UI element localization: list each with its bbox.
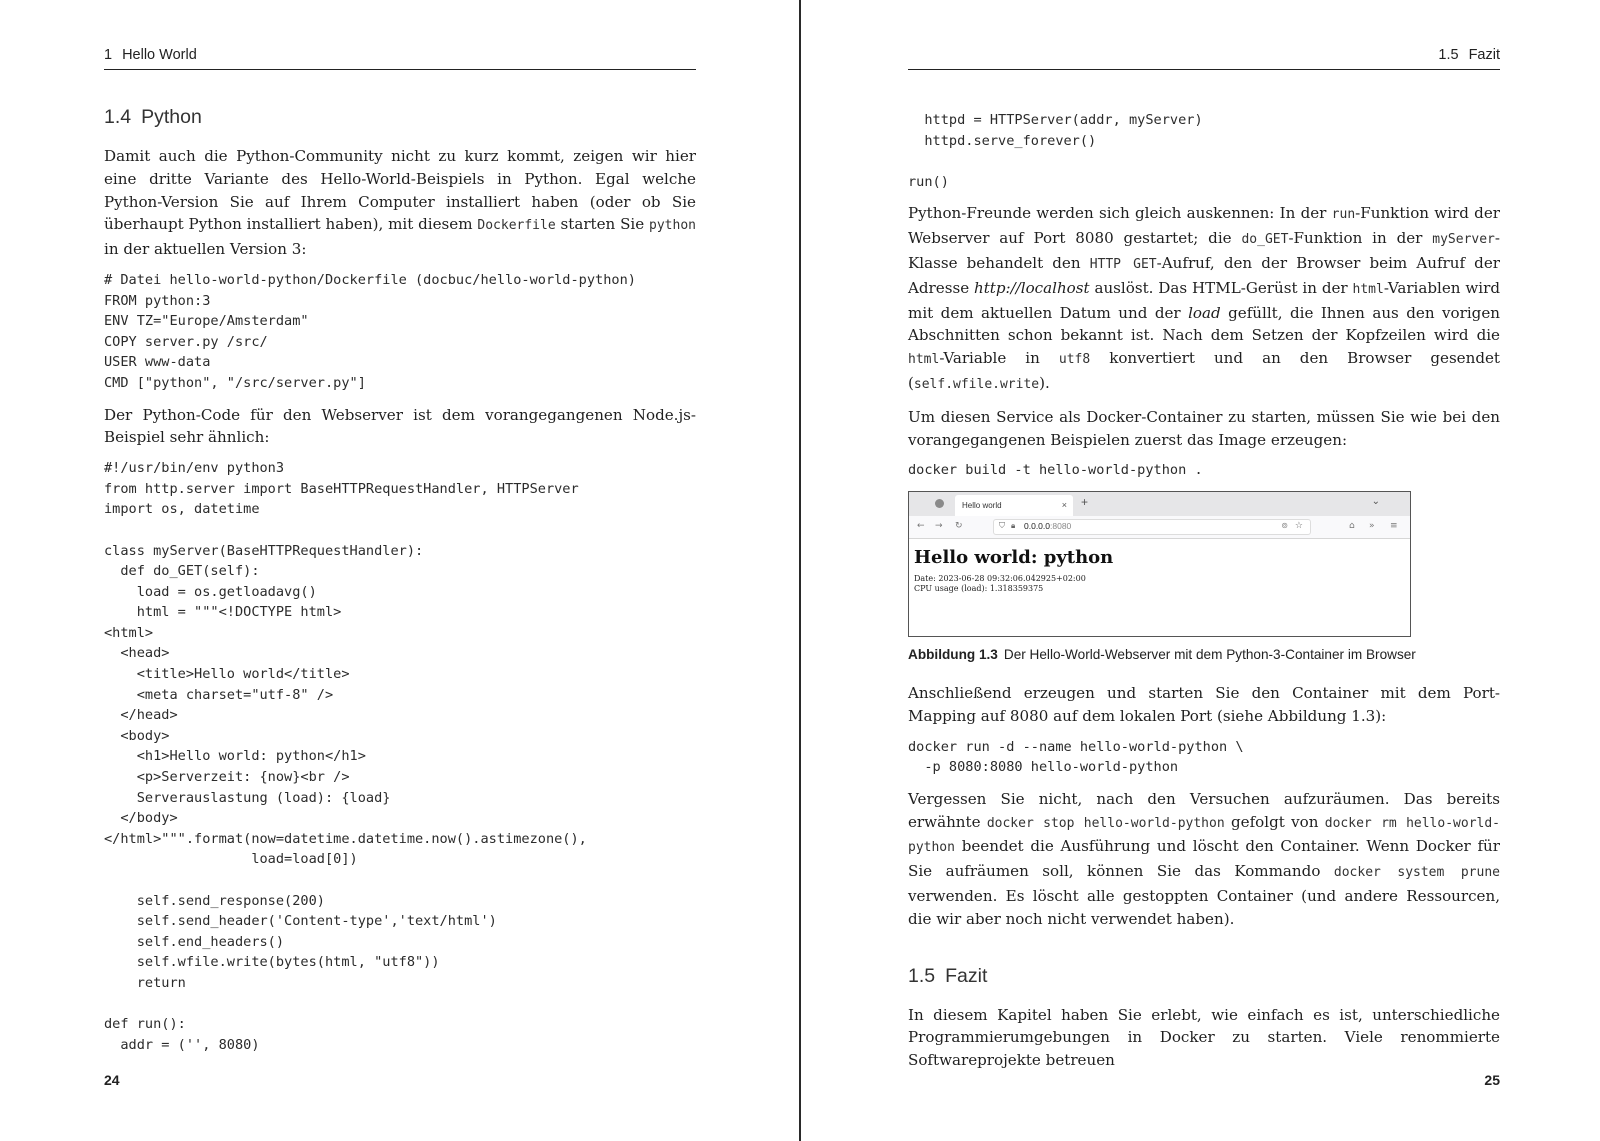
inline-code: do_GET	[1241, 232, 1289, 248]
left-page	[104, 0, 696, 1141]
url-port: :8080	[1050, 520, 1072, 531]
text-run: auslöst. Das HTML-Gerüst in der	[1089, 278, 1353, 297]
caption-text: Der Hello-World-Webserver mit dem Python-3-Container im Browser	[1003, 646, 1416, 662]
inline-code: docker system prune	[1333, 865, 1500, 881]
inline-code: python	[649, 218, 696, 234]
text-run: ).	[1039, 373, 1050, 392]
reader-icon: ⊚	[1281, 520, 1288, 530]
text-run: konvertiert und an den Browser gesendet (	[908, 349, 1500, 392]
page-gutter	[799, 0, 801, 1141]
emphasis: http://localhost	[974, 278, 1090, 297]
url-host: 0.0.0.0	[1024, 520, 1050, 531]
section-heading-python	[104, 106, 696, 129]
paragraph-python-code: Der Python-Code für den Webserver ist dem vorangegangenen Node.js-Beispiel sehr ähnlich:	[104, 405, 696, 447]
text-run: Python-Freunde werden sich gleich auskennen: In der	[908, 204, 1332, 223]
emphasis: load	[1188, 303, 1221, 322]
inline-code: html	[908, 352, 940, 368]
page-number-left: 24	[104, 1072, 120, 1088]
shield-icon: ⛉	[999, 520, 1005, 530]
text-run: -Aufruf, den der Browser beim Aufruf der Adresse	[908, 253, 1500, 297]
overflow-icon: »	[1369, 520, 1375, 531]
figure-caption	[908, 647, 1500, 662]
section-number: 1.5	[1438, 47, 1459, 63]
menu-icon: ≡	[1390, 520, 1398, 531]
running-head-right	[908, 47, 1500, 70]
text-run: beendet die Ausführung und löscht den Container. Wenn Docker für Sie aufräumen soll, können Sie das Kommando	[908, 837, 1500, 881]
new-tab-icon: +	[1081, 494, 1089, 509]
forward-arrow-icon: →	[935, 520, 943, 531]
inline-code: run	[1331, 207, 1356, 223]
inline-code: docker rm hello-world-python	[908, 815, 1500, 856]
reload-icon: ↻	[955, 520, 963, 531]
left-page-content	[104, 106, 696, 1065]
section-title: Fazit	[1468, 47, 1500, 63]
browser-tab	[955, 495, 1073, 516]
text-run: Vergessen Sie nicht, nach den Versuchen aufzuräumen. Das bereits erwähnte	[908, 789, 1500, 831]
code-block-docker-run: docker run -d --name hello-world-python \ -p 8080:8080 hello-world-python	[908, 738, 1244, 776]
url-bar	[993, 519, 1311, 535]
code-block-docker-build: docker build -t hello-world-python .	[908, 462, 1203, 479]
chevron-down-icon: ⌄	[1371, 495, 1380, 507]
tab-title: Hello world	[962, 500, 1002, 510]
paragraph-conclusion: In diesem Kapitel haben Sie erlebt, wie einfach es ist, unterschiedliche Programmierumgebungen in Docker zu starten. Viele renommierte Softwareprojekte betreuen	[908, 1005, 1500, 1070]
text-run: verwenden. Es löscht alle gestoppten Container (und andere Ressourcen, die wir aber noch nicht verwendet haben).	[908, 886, 1500, 928]
text-run: Damit auch die Python-Community nicht zu kurz kommt, zeigen wir hier eine dritte Variante des Hello-World-Beispiels in Python. Egal welche Python-Version Sie auf Ihrem Computer installiert haben (oder ob Sie überhaupt Python installiert haben), mit diesem	[104, 147, 696, 234]
inline-code: Dockerfile	[477, 218, 556, 234]
text-run: -Funktion wird der Webserver auf Port 8080 gestartet; die	[908, 204, 1500, 248]
code-block-server-continued: httpd = HTTPServer(addr, myServer) httpd.serve_forever() run()	[908, 112, 1203, 190]
paragraph-build-image: Um diesen Service als Docker-Container zu starten, müssen Sie wie bei den vorangegangenen Beispielen zuerst das Image erzeugen:	[908, 407, 1500, 449]
browser-viewport	[909, 539, 1410, 636]
inline-code: self.wfile.write	[913, 376, 1040, 392]
code-block-server-py: #!/usr/bin/env python3 from http.server import BaseHTTPRequestHandler, HTTPServer import os, datetime class myServer(BaseHTTPRequestHandler): def do_GET(self): load = os.getloadavg() html = """<!DOCTYPE html> <html> <head> <title>Hello world</title> <meta charset="utf-8" /> </head> <body> <h1>Hello world: python</h1> <p>Serverzeit: {now}<br /> Serverauslastung (load): {load} </body> </html>""".format(now=datetime.datetime.now().astimezone(), load=load[0]) self.send_response(200) self.send_header('Content-type','text/html') self.end_headers() self.wfile.write(bytes(html, "utf8")) return def run(): addr = ('', 8080)	[104, 460, 587, 1053]
right-page	[908, 0, 1500, 1141]
inline-code: html	[1352, 281, 1384, 297]
section-title: Python	[141, 106, 202, 128]
browser-app-icon	[935, 499, 944, 508]
text-run: -Variable in	[939, 349, 1059, 368]
code-block-dockerfile: # Datei hello-world-python/Dockerfile (docbuc/hello-world-python) FROM python:3 ENV TZ="Europe/Amsterdam" COPY server.py /src/ USER www-data CMD ["python", "/src/server.py"]	[104, 271, 636, 391]
browser-screenshot-figure	[908, 491, 1411, 637]
browser-tab-bar	[909, 492, 1410, 516]
star-icon: ☆	[1294, 520, 1303, 531]
cpu-line: CPU usage (load): 1.318359375	[914, 583, 1044, 593]
text-run: -Klasse behandelt den	[908, 229, 1500, 272]
paragraph-cleanup	[908, 788, 1500, 931]
text-run: gefüllt, die Ihnen aus den vorigen Abschnitten schon bekannt ist. Nach dem Setzen der Kopfzeilen wird die	[908, 303, 1500, 345]
section-heading-fazit	[908, 965, 1500, 988]
paragraph-run-container: Anschließend erzeugen und starten Sie den Container mit dem Port-Mapping auf 8080 auf dem lokalen Port (siehe Abbildung 1.3):	[908, 683, 1500, 725]
back-arrow-icon: ←	[917, 520, 925, 531]
section-number: 1.5	[908, 964, 936, 987]
lock-icon: 🔒︎	[1011, 520, 1016, 530]
pocket-icon: ⌂	[1349, 520, 1355, 531]
date-line: Date: 2023-06-28 09:32:06.042925+02:00	[914, 573, 1086, 583]
caption-label: Abbildung 1.3	[908, 646, 998, 662]
inline-code: myServer	[1432, 232, 1495, 248]
inline-code: docker stop hello-world-python	[986, 815, 1225, 831]
text-run: in der aktuellen Version 3:	[104, 240, 307, 259]
text-run: -Funktion in der	[1288, 229, 1433, 248]
chapter-number: 1	[104, 47, 113, 63]
right-page-content	[908, 110, 1500, 1081]
page-heading: Hello world: python	[914, 546, 1114, 568]
section-title: Fazit	[945, 964, 988, 987]
running-head-left	[104, 47, 696, 70]
browser-nav-bar	[909, 516, 1410, 539]
close-icon: ×	[1061, 499, 1067, 510]
section-number: 1.4	[104, 106, 132, 128]
paragraph-intro	[104, 145, 696, 261]
text-run: starten Sie	[555, 215, 650, 234]
paragraph-explanation	[908, 202, 1500, 396]
url-text	[1024, 521, 1071, 531]
text-run: -Variablen wird mit dem aktuellen Datum und der	[908, 278, 1500, 322]
chapter-title: Hello World	[122, 47, 197, 63]
inline-code: HTTP GET	[1089, 256, 1157, 272]
text-run: gefolgt von	[1224, 812, 1325, 831]
inline-code: utf8	[1058, 352, 1091, 368]
page-number-right: 25	[1484, 1072, 1500, 1088]
